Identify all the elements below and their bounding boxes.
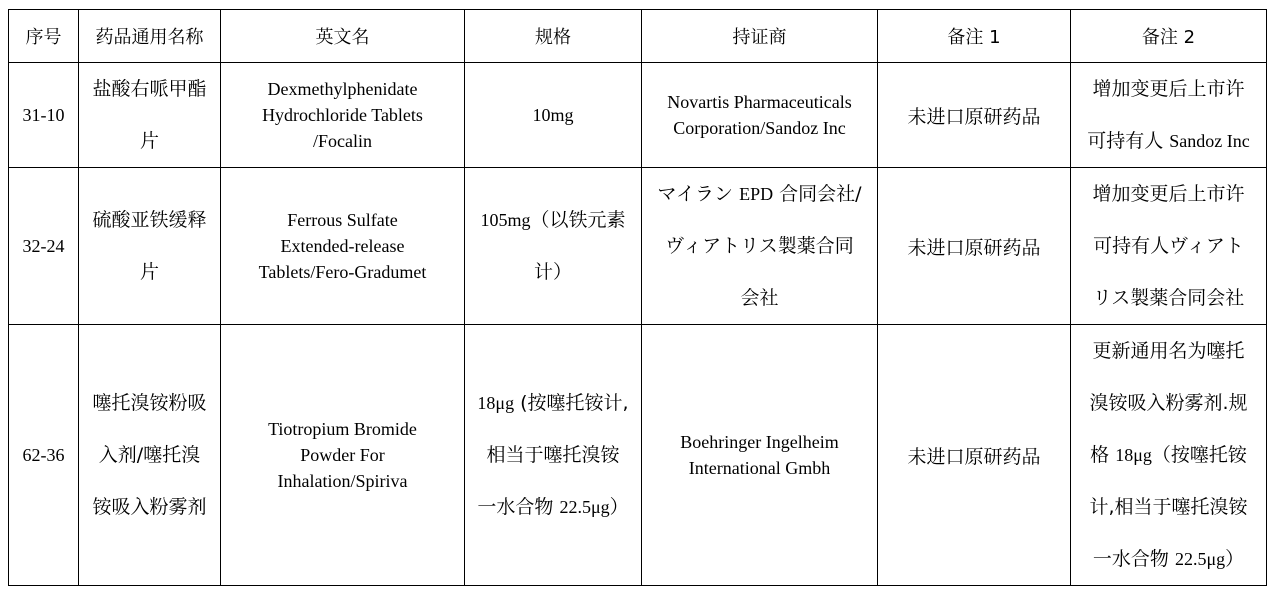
spec-text: (按噻托铵计, — [514, 392, 629, 414]
cell-seq: 62-36 — [9, 325, 79, 586]
header-spec: 规格 — [465, 10, 642, 63]
english-name-line: Ferrous Sulfate — [287, 210, 398, 230]
remark2-text: 可持有人 — [1087, 130, 1170, 152]
cell-english-name — [221, 63, 465, 168]
cell-remark1: 未进口原研药品 — [878, 325, 1071, 586]
remark2-line — [1075, 429, 1262, 481]
generic-name-line: 片 — [139, 130, 159, 152]
remark2-text: ） — [1225, 548, 1245, 570]
cell-remark2 — [1071, 63, 1267, 168]
remark2-line: 更新通用名为噻托 — [1092, 340, 1245, 362]
english-name-line: Tablets/Fero-Gradumet — [258, 262, 427, 282]
cell-remark2 — [1071, 168, 1267, 325]
cell-generic-name — [79, 168, 221, 325]
remark2-line — [1075, 63, 1262, 115]
cell-holder — [642, 63, 878, 168]
remark2-text: 增加变更后上市许 — [1092, 78, 1245, 100]
generic-name-line: 盐酸右哌甲酯 — [92, 78, 207, 100]
remark2-line: 溴铵吸入粉雾剂.规 — [1089, 392, 1248, 414]
spec-text: 相当于噻托溴铵 — [486, 444, 620, 466]
table-row — [9, 168, 1267, 325]
spec-text: ） — [609, 496, 629, 518]
holder-line — [646, 168, 873, 220]
table-row — [9, 325, 1267, 586]
header-remark1: 备注 1 — [878, 10, 1071, 63]
cell-remark1: 未进口原研药品 — [878, 63, 1071, 168]
remark2-line — [1075, 115, 1262, 167]
generic-name-line: 片 — [139, 261, 159, 283]
holder-line: Boehringer Ingelheim — [680, 432, 839, 452]
english-name-line: Dexmethylphenidate — [267, 79, 418, 99]
cell-seq: 32-24 — [9, 168, 79, 325]
cell-holder — [642, 325, 878, 586]
english-name-line: Hydrochloride Tablets — [262, 105, 423, 125]
cell-remark2 — [1071, 325, 1267, 586]
remark2-text: 格 — [1090, 444, 1116, 466]
header-row — [9, 10, 1267, 63]
remark2-latin: Sandoz Inc — [1169, 131, 1250, 151]
remark2-text: （按噻托铵 — [1151, 444, 1247, 466]
holder-line: International Gmbh — [688, 458, 831, 478]
holder-text: 会社 — [740, 287, 779, 309]
english-name-line: Inhalation/Spiriva — [277, 471, 408, 491]
holder-text: 合同会社/ — [773, 183, 862, 205]
drug-table — [8, 9, 1267, 586]
remark2-line: リス製薬合同会社 — [1092, 287, 1245, 309]
spec-line — [469, 377, 637, 429]
remark2-line: 增加变更后上市许 — [1092, 183, 1245, 205]
holder-line — [646, 220, 873, 272]
english-name-line: Extended-release — [280, 236, 405, 256]
cell-generic-name — [79, 325, 221, 586]
remark2-latin: 18μg — [1115, 445, 1152, 465]
holder-line — [646, 272, 873, 324]
holder-line: Corporation/Sandoz Inc — [673, 118, 846, 138]
spec-line — [469, 481, 637, 533]
generic-name-line: 铵吸入粉雾剂 — [92, 496, 207, 518]
holder-text: ヴィアトリス製薬合同 — [665, 235, 854, 257]
cell-holder — [642, 168, 878, 325]
spec-line — [469, 429, 637, 481]
header-remark2: 备注 2 — [1071, 10, 1267, 63]
holder-line: Novartis Pharmaceuticals — [667, 92, 852, 112]
spec-line — [469, 246, 637, 298]
english-name-line: Tiotropium Bromide — [268, 419, 417, 439]
spec-latin: 18μg — [477, 393, 515, 413]
spec-text: 一水合物 — [477, 496, 560, 518]
remark2-line — [1075, 533, 1262, 585]
english-name-line: Powder For — [300, 445, 385, 465]
remark2-line: 可持有人ヴィアト — [1093, 235, 1244, 257]
remark2-text: 一水合物 — [1092, 548, 1175, 570]
cell-spec: 10mg — [465, 63, 642, 168]
english-name-line: /Focalin — [313, 131, 372, 151]
holder-text: マイラン — [657, 183, 740, 205]
header-holder: 持证商 — [642, 10, 878, 63]
remark2-latin: 22.5μg — [1174, 549, 1226, 569]
cell-spec — [465, 168, 642, 325]
header-generic-name: 药品通用名称 — [79, 10, 221, 63]
cell-english-name — [221, 325, 465, 586]
spec-latin: 22.5μg — [559, 497, 610, 517]
generic-name-line: 噻托溴铵粉吸 — [92, 392, 207, 414]
cell-generic-name — [79, 63, 221, 168]
generic-name-line: 入剂/噻托溴 — [98, 444, 201, 466]
spec-text: （以铁元素 — [530, 209, 626, 231]
header-english-name: 英文名 — [221, 10, 465, 63]
spec-text: 计） — [533, 261, 572, 283]
table-row — [9, 63, 1267, 168]
cell-remark1: 未进口原研药品 — [878, 168, 1071, 325]
remark2-line: 计,相当于噻托溴铵 — [1089, 496, 1248, 518]
cell-spec — [465, 325, 642, 586]
cell-english-name — [221, 168, 465, 325]
spec-latin: 105mg — [480, 210, 531, 230]
generic-name-line: 硫酸亚铁缓释 — [92, 209, 207, 231]
spec-line — [469, 194, 637, 246]
holder-latin: EPD — [739, 184, 774, 204]
cell-seq: 31-10 — [9, 63, 79, 168]
header-seq: 序号 — [9, 10, 79, 63]
